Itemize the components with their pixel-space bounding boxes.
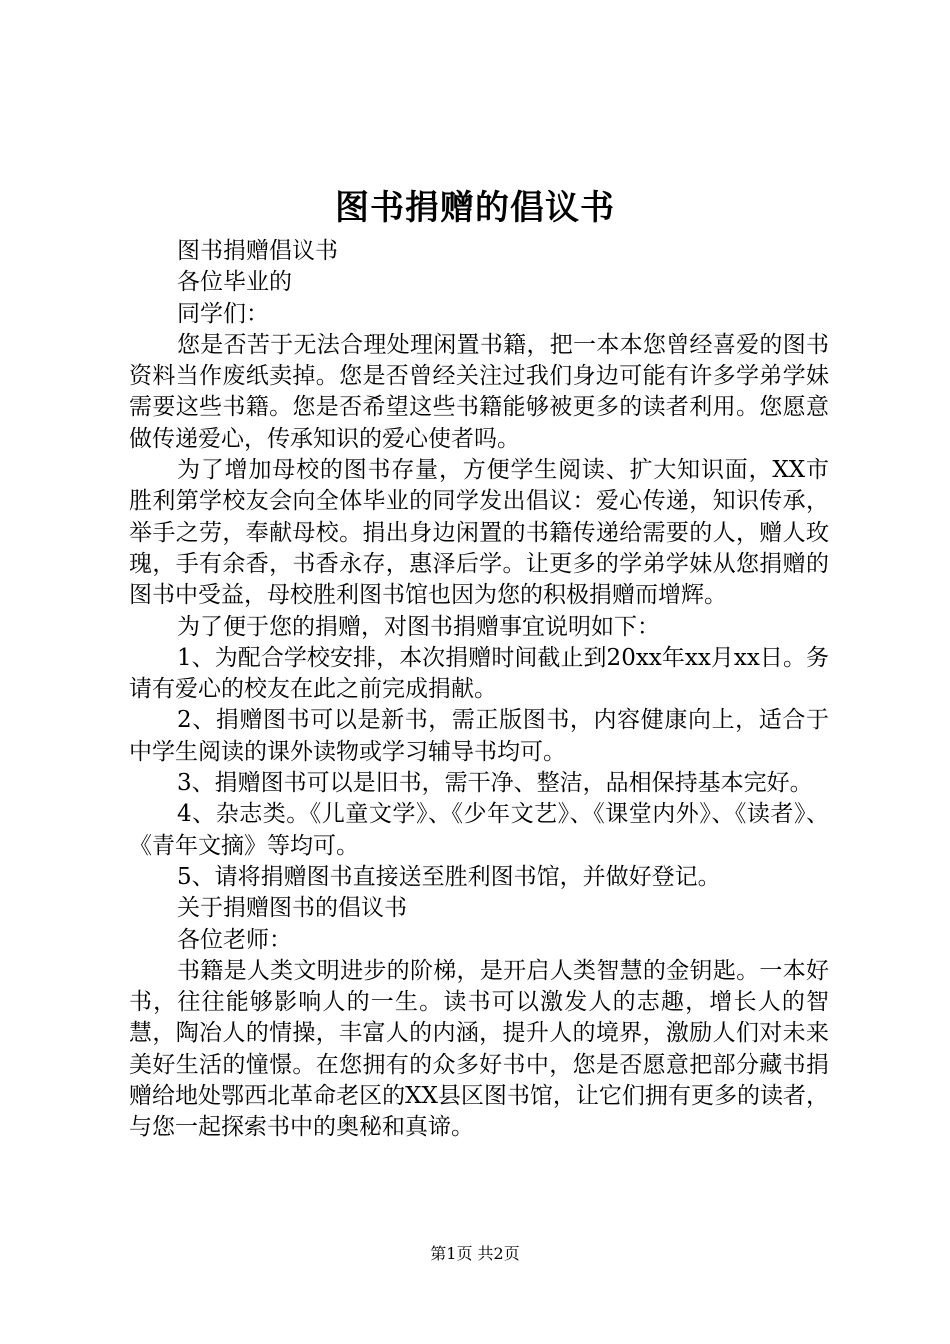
paragraph: 各位毕业的 xyxy=(177,269,292,296)
document-title: 图书捐赠的倡议书 xyxy=(335,188,615,228)
paragraph: 关于捐赠图书的倡议书 xyxy=(177,895,407,922)
paragraph: 为了增加母校的图书存量，方便学生阅读、扩大知识面，XX市胜利第学校友会向全体毕业的同学发出倡议：爱心传递，知识传承，举手之劳，奉献母校。捐出身边闲置的书籍传递给需要的人，赠人玫瑰，手有余香，书香永存，惠泽后学。让更多的学弟学妹从您捐赠的图书中受益，母校胜利图书馆也因为您的积极捐赠而增辉。 xyxy=(129,457,829,609)
paragraph: 4、杂志类。《儿童文学》、《少年文艺》、《课堂内外》、《读者》、《青年文摘》等均可。 xyxy=(129,801,829,859)
paragraph: 各位老师： xyxy=(177,926,292,953)
paragraph: 5、请将捐赠图书直接送至胜利图书馆，并做好登记。 xyxy=(177,863,721,890)
paragraph: 书籍是人类文明进步的阶梯，是开启人类智慧的金钥匙。一本好书，往往能够影响人的一生。读书可以激发人的志趣，增长人的智慧，陶冶人的情操，丰富人的内涵，提升人的境界，激励人们对未来美好生活的憧憬。在您拥有的众多好书中，您是否愿意把部分藏书捐赠给地处鄂西北革命老区的XX县区图书馆，让它们拥有更多的读者，与您一起探索书中的奥秘和真谛。 xyxy=(129,957,829,1141)
paragraph: 3、捐赠图书可以是旧书，需干净、整洁，品相保持基本完好。 xyxy=(177,770,813,797)
document-body xyxy=(129,236,829,1144)
paragraph: 为了便于您的捐赠，对图书捐赠事宜说明如下： xyxy=(177,613,660,640)
paragraph: 2、捐赠图书可以是新书，需正版图书，内容健康向上，适合于中学生阅读的课外读物或学习辅导书均可。 xyxy=(129,707,829,765)
paragraph: 您是否苦于无法合理处理闲置书籍，把一本本您曾经喜爱的图书资料当作废纸卖掉。您是否曾经关注过我们身边可能有许多学弟学妹需要这些书籍。您是否希望这些书籍能够被更多的读者利用。您愿意做传递爱心，传承知识的爱心使者吗。 xyxy=(129,331,829,452)
paragraph: 1、为配合学校安排，本次捐赠时间截止到20xx年xx月xx日。务请有爱心的校友在此之前完成捐献。 xyxy=(129,644,829,703)
paragraph: 图书捐赠倡议书 xyxy=(177,238,338,264)
paragraph: 同学们： xyxy=(177,300,269,327)
page-footer: 第1页 共2页 xyxy=(430,1244,520,1263)
